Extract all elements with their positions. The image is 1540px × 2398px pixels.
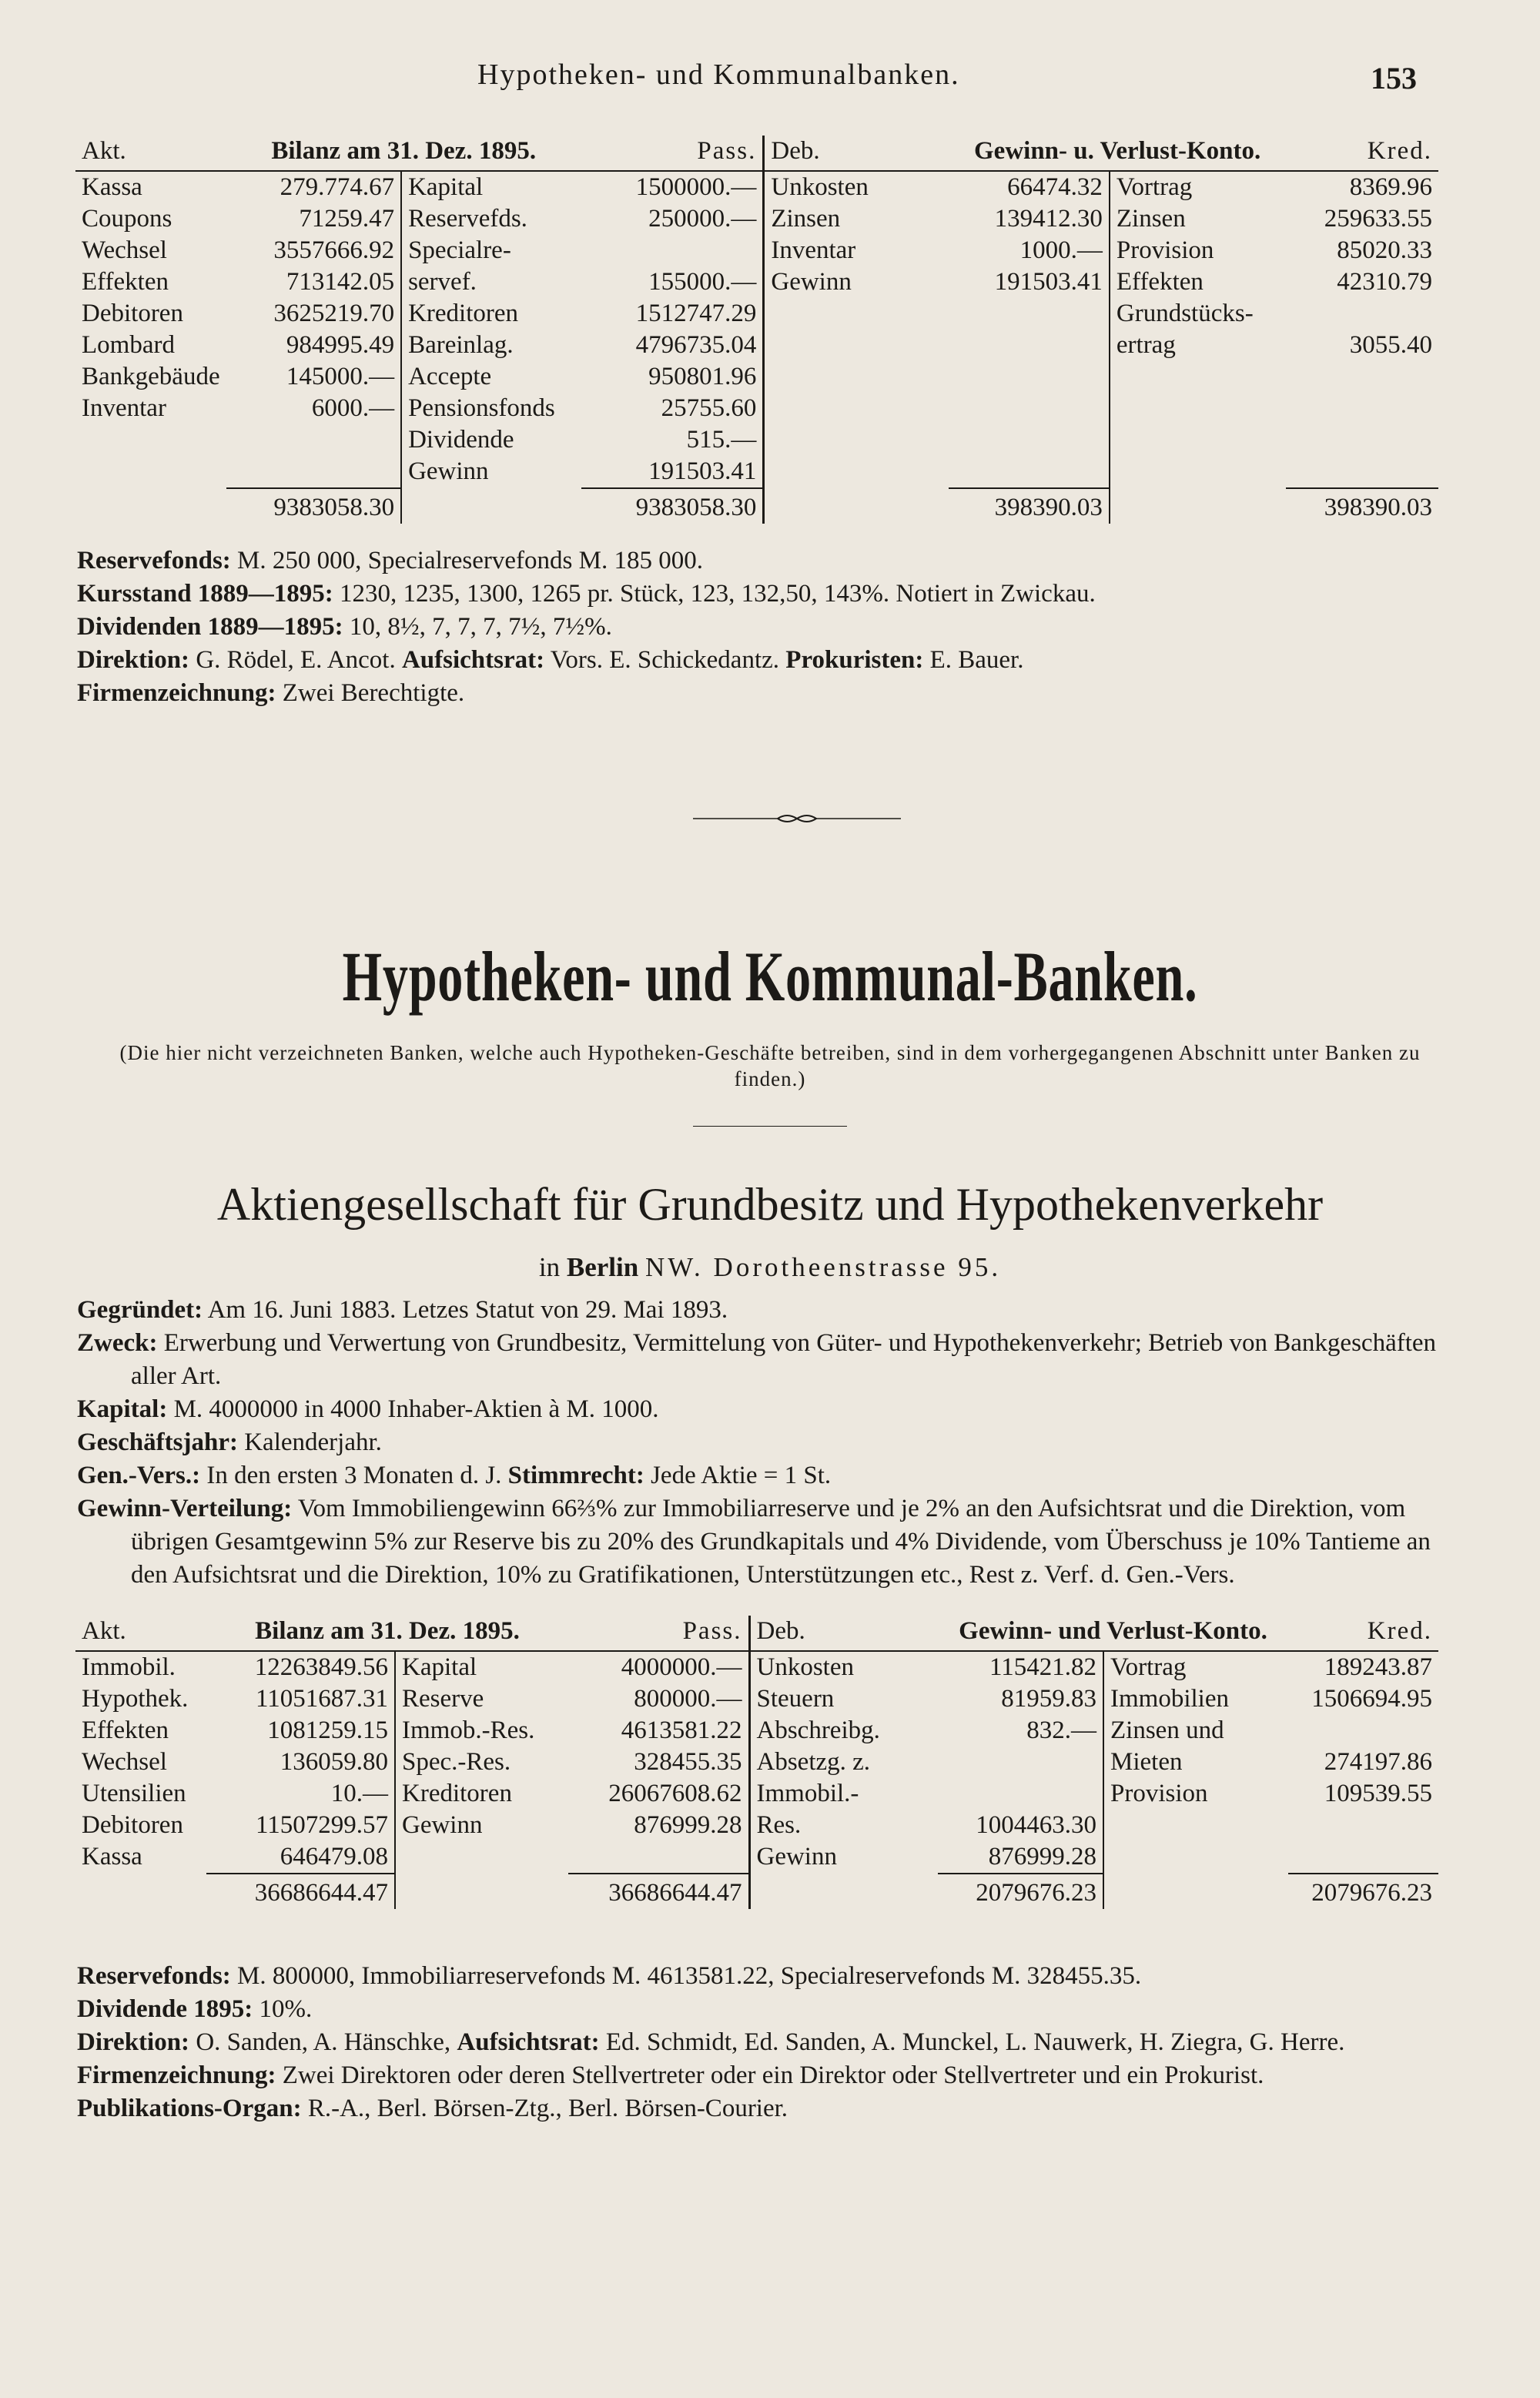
note-text: M. 250 000, Specialreservefonds M. 185 000. xyxy=(230,547,703,574)
amount-cell: 950801.96 xyxy=(648,363,757,390)
note-text: G. Rödel, E. Ancot. xyxy=(189,646,402,674)
amount-cell: 66474.32 xyxy=(1007,173,1103,201)
note-label: Dividenden 1889—1895: xyxy=(77,613,343,641)
account-cell: Kreditoren xyxy=(401,298,581,330)
guv-header: Gewinn- und Verlust-Konto. xyxy=(938,1616,1288,1651)
company-city: Berlin xyxy=(566,1252,639,1282)
account-cell: Zinsen xyxy=(1110,203,1286,235)
amount-cell: 85020.33 xyxy=(1337,236,1432,264)
table-header-row xyxy=(75,1616,1438,1651)
total-spacer xyxy=(1110,488,1286,524)
account-cell: Spec.-Res. xyxy=(395,1747,568,1778)
note-text: Erwerbung und Verwertung von Grundbesitz, Vermittelung von Güter- und Hypothekenverkehr; Betrieb von Bankgeschäften aller Art. xyxy=(131,1329,1437,1390)
amount-cell: 279.774.67 xyxy=(280,173,395,201)
page-number: 153 xyxy=(1371,61,1417,95)
account-cell xyxy=(75,424,226,456)
company-in: in xyxy=(538,1252,561,1282)
bilanz-header: Bilanz am 31. Dez. 1895. xyxy=(206,1616,568,1651)
note-text: Kalenderjahr. xyxy=(237,1428,382,1456)
amount-cell: 4000000.— xyxy=(621,1653,742,1681)
amount-cell: 832.— xyxy=(1026,1716,1096,1744)
amount-cell: 876999.28 xyxy=(634,1811,742,1839)
account-cell: Absetzg. z. xyxy=(749,1747,938,1778)
amount-cell: 10.— xyxy=(330,1780,388,1807)
table-row xyxy=(75,393,1438,424)
table-row xyxy=(75,171,1438,203)
account-cell: Pensionsfonds xyxy=(401,393,581,424)
amount-cell xyxy=(1286,393,1438,424)
total-amount: 2079676.23 xyxy=(1288,1874,1438,1909)
amount-cell xyxy=(1288,1841,1438,1874)
bottom-balance-table xyxy=(75,1616,1438,1909)
table-row xyxy=(75,1841,1438,1874)
account-cell: Immob.-Res. xyxy=(395,1715,568,1747)
table-header-row xyxy=(75,136,1438,171)
account-cell: Vortrag xyxy=(1110,171,1286,203)
account-cell: Kreditoren xyxy=(395,1778,568,1810)
account-cell: servef. xyxy=(401,266,581,298)
amount-cell xyxy=(949,330,1110,361)
account-cell xyxy=(764,361,949,393)
note-text: Jede Aktie = 1 St. xyxy=(644,1462,832,1489)
pass-header: Pass. xyxy=(568,1616,749,1651)
table-row xyxy=(75,361,1438,393)
note-label: Gen.-Vers.: xyxy=(77,1462,201,1489)
account-cell xyxy=(1103,1841,1288,1874)
note-label: Dividende 1895: xyxy=(77,1995,253,2023)
table-row xyxy=(75,1683,1438,1715)
amount-cell xyxy=(226,456,401,488)
amount-cell: 3055.40 xyxy=(1349,331,1432,359)
top-balance-table xyxy=(75,136,1438,524)
note-label: Firmenzeichnung: xyxy=(77,2061,276,2089)
short-rule xyxy=(693,1126,847,1127)
note-text: Ed. Schmidt, Ed. Sanden, A. Munckel, L. Nauwerk, H. Ziegra, G. Herre. xyxy=(599,2028,1345,2056)
account-cell: Res. xyxy=(749,1810,938,1841)
guv-header: Gewinn- u. Verlust-Konto. xyxy=(949,136,1286,171)
amount-cell: 71259.47 xyxy=(299,205,395,233)
note-paragraph xyxy=(77,644,1448,677)
amount-cell xyxy=(1286,361,1438,393)
table-row xyxy=(75,203,1438,235)
account-cell xyxy=(75,456,226,488)
account-cell: Zinsen xyxy=(764,203,949,235)
account-cell: Immobil. xyxy=(82,1653,176,1681)
account-cell: Hypothek. xyxy=(82,1685,189,1713)
account-cell: Unkosten xyxy=(749,1651,938,1683)
note-text: In den ersten 3 Monaten d. J. xyxy=(200,1462,508,1489)
amount-cell: 42310.79 xyxy=(1337,268,1432,296)
account-cell xyxy=(1110,361,1286,393)
amount-cell xyxy=(949,298,1110,330)
amount-cell: 145000.— xyxy=(286,363,395,390)
note-label: Gewinn-Verteilung: xyxy=(77,1495,293,1522)
note-paragraph xyxy=(77,2026,1448,2059)
amount-cell: 259633.55 xyxy=(1324,205,1432,233)
amount-cell: 250000.— xyxy=(648,205,757,233)
amount-cell: 713142.05 xyxy=(286,268,395,296)
amount-cell xyxy=(949,456,1110,488)
note-label: Aufsichtsrat: xyxy=(401,646,545,674)
account-cell: Inventar xyxy=(764,235,949,266)
amount-cell: 139412.30 xyxy=(994,205,1103,233)
note-text: 10, 8½, 7, 7, 7, 7½, 7½%. xyxy=(343,613,612,641)
amount-cell xyxy=(949,361,1110,393)
amount-cell xyxy=(226,424,401,456)
table-row xyxy=(75,456,1438,488)
table-row xyxy=(75,1651,1438,1683)
account-cell: Gewinn xyxy=(764,266,949,298)
account-cell: Kapital xyxy=(395,1651,568,1683)
amount-cell: 25755.60 xyxy=(661,394,757,422)
account-cell: Utensilien xyxy=(82,1780,186,1807)
amount-cell xyxy=(1286,456,1438,488)
top-notes xyxy=(77,544,1448,710)
note-text: Vom Immobiliengewinn 66⅔% zur Immobiliarreserve und je 2% an den Aufsichtsrat und die Direktion, vom übrigen Gesamtgewinn 5% zur Reserve bis zu 20% des Grundkapitals und 4% Dividende, vom Überschuss je 10% Tantieme an den Aufsichtsrat und die Direktion, 10% zu Gratifikationen, Unterstützungen etc., Rest z. Verf. d. Gen.-Vers. xyxy=(131,1495,1431,1589)
amount-cell: 4613581.22 xyxy=(621,1716,742,1744)
note-paragraph xyxy=(77,1327,1448,1393)
account-cell: ertrag xyxy=(1110,330,1286,361)
note-text: O. Sanden, A. Hänschke, xyxy=(189,2028,457,2056)
table-row xyxy=(75,1810,1438,1841)
amount-cell xyxy=(581,235,764,266)
total-amount: 398390.03 xyxy=(949,488,1110,524)
table-row xyxy=(75,1778,1438,1810)
amount-cell xyxy=(938,1778,1103,1810)
note-paragraph xyxy=(77,677,1448,710)
amount-cell: 3557666.92 xyxy=(273,236,395,264)
account-cell: Reservefds. xyxy=(401,203,581,235)
amount-cell: 646479.08 xyxy=(280,1843,388,1871)
amount-cell xyxy=(568,1841,749,1874)
amount-cell: 800000.— xyxy=(634,1685,742,1713)
company-name: Aktiengesellschaft für Grundbesitz und Hypothekenverkehr xyxy=(216,1179,1324,1230)
amount-cell: 1004463.30 xyxy=(976,1811,1096,1839)
bottom-notes xyxy=(77,1960,1448,2125)
kred-header: Kred. xyxy=(1288,1616,1438,1651)
amount-cell: 1500000.— xyxy=(635,173,757,201)
account-cell: Gewinn xyxy=(401,456,581,488)
total-spacer xyxy=(764,488,949,524)
account-cell: Vortrag xyxy=(1103,1651,1288,1683)
amount-cell xyxy=(938,1747,1103,1778)
note-label: Gegründet: xyxy=(77,1296,203,1324)
akt-header: Akt. xyxy=(75,136,226,171)
note-label: Direktion: xyxy=(77,2028,190,2056)
total-spacer xyxy=(395,1874,568,1909)
account-cell xyxy=(1103,1810,1288,1841)
total-amount: 2079676.23 xyxy=(938,1874,1103,1909)
amount-cell: 26067608.62 xyxy=(608,1780,742,1807)
note-text: E. Bauer. xyxy=(923,646,1024,674)
amount-cell: 191503.41 xyxy=(648,457,757,485)
note-paragraph xyxy=(77,578,1448,611)
total-spacer xyxy=(749,1874,938,1909)
note-label: Publikations-Organ: xyxy=(77,2095,302,2122)
totals-row xyxy=(75,488,1438,524)
account-cell: Wechsel xyxy=(82,1748,167,1776)
account-cell xyxy=(764,330,949,361)
note-text: R.-A., Berl. Börsen-Ztg., Berl. Börsen-Courier. xyxy=(301,2095,788,2122)
kred-header: Kred. xyxy=(1286,136,1438,171)
amount-cell: 328455.35 xyxy=(634,1748,742,1776)
note-text: M. 800000, Immobiliarreservefonds M. 4613581.22, Specialreservefonds M. 328455.35. xyxy=(230,1962,1142,1990)
amount-cell: 6000.— xyxy=(311,394,395,422)
total-amount: 9383058.30 xyxy=(226,488,401,524)
amount-cell: 12263849.56 xyxy=(254,1653,388,1681)
total-spacer xyxy=(1103,1874,1288,1909)
account-cell: Bareinlag. xyxy=(401,330,581,361)
note-paragraph xyxy=(77,1993,1448,2026)
amount-cell xyxy=(949,424,1110,456)
table-row xyxy=(75,1747,1438,1778)
table-row xyxy=(75,266,1438,298)
total-spacer xyxy=(401,488,581,524)
amount-cell: 4796735.04 xyxy=(635,331,757,359)
account-cell: Bankgebäude xyxy=(82,363,220,390)
amount-cell xyxy=(1288,1715,1438,1747)
amount-cell: 1000.— xyxy=(1019,236,1103,264)
note-label: Reservefonds: xyxy=(77,547,231,574)
account-cell: Reserve xyxy=(395,1683,568,1715)
total-spacer xyxy=(75,488,226,524)
account-cell: Kassa xyxy=(82,173,142,201)
account-cell xyxy=(764,393,949,424)
total-amount: 398390.03 xyxy=(1286,488,1438,524)
note-paragraph xyxy=(77,544,1448,578)
note-paragraph xyxy=(77,2059,1448,2092)
pass-header: Pass. xyxy=(581,136,764,171)
amount-cell: 81959.83 xyxy=(1001,1685,1096,1713)
amount-cell: 11507299.57 xyxy=(255,1811,388,1839)
note-text: Zwei Direktoren oder deren Stellvertreter oder ein Direktor oder Stellvertreter und ein Prokurist. xyxy=(276,2061,1264,2089)
table-row xyxy=(75,298,1438,330)
amount-cell: 3625219.70 xyxy=(273,300,395,327)
amount-cell: 8369.96 xyxy=(1349,173,1432,201)
note-label: Firmenzeichnung: xyxy=(77,679,276,707)
amount-cell xyxy=(1286,298,1438,330)
note-label: Kursstand 1889—1895: xyxy=(77,580,333,608)
table-row xyxy=(75,424,1438,456)
total-amount: 9383058.30 xyxy=(581,488,764,524)
account-cell: Provision xyxy=(1103,1778,1288,1810)
amount-cell: 1506694.95 xyxy=(1311,1685,1432,1713)
note-paragraph xyxy=(77,611,1448,644)
account-cell: Immobil.- xyxy=(749,1778,938,1810)
deb-header: Deb. xyxy=(764,136,949,171)
amount-cell: 1081259.15 xyxy=(267,1716,388,1744)
deb-header: Deb. xyxy=(749,1616,938,1651)
account-cell xyxy=(395,1841,568,1874)
note-paragraph xyxy=(77,1393,1448,1426)
bilanz-header: Bilanz am 31. Dez. 1895. xyxy=(226,136,581,171)
running-title: Hypotheken- und Kommunalbanken. xyxy=(477,59,960,91)
amount-cell: 274197.86 xyxy=(1324,1748,1432,1776)
amount-cell: 515.— xyxy=(686,426,757,454)
account-cell: Kapital xyxy=(401,171,581,203)
ornament-divider xyxy=(693,812,901,825)
amount-cell xyxy=(949,393,1110,424)
account-cell: Immobilien xyxy=(1103,1683,1288,1715)
account-cell: Zinsen und xyxy=(1103,1715,1288,1747)
amount-cell: 11051687.31 xyxy=(255,1685,388,1713)
account-cell: Unkosten xyxy=(764,171,949,203)
account-cell: Provision xyxy=(1110,235,1286,266)
account-cell xyxy=(764,456,949,488)
account-cell: Gewinn xyxy=(749,1841,938,1874)
note-paragraph xyxy=(77,1426,1448,1459)
account-cell: Specialre- xyxy=(401,235,581,266)
note-paragraph xyxy=(77,2092,1448,2125)
table-row xyxy=(75,1715,1438,1747)
total-amount: 36686644.47 xyxy=(206,1874,395,1909)
account-cell: Accepte xyxy=(401,361,581,393)
note-label: Aufsichtsrat: xyxy=(457,2028,600,2056)
account-cell: Mieten xyxy=(1103,1747,1288,1778)
account-cell: Effekten xyxy=(1110,266,1286,298)
note-paragraph xyxy=(77,1960,1448,1993)
note-label: Reservefonds: xyxy=(77,1962,231,1990)
amount-cell: 109539.55 xyxy=(1324,1780,1432,1807)
amount-cell: 191503.41 xyxy=(994,268,1103,296)
account-cell xyxy=(764,424,949,456)
akt-header: Akt. xyxy=(75,1616,206,1651)
table-row xyxy=(75,235,1438,266)
account-cell xyxy=(1110,393,1286,424)
amount-cell: 1512747.29 xyxy=(635,300,757,327)
note-label: Geschäftsjahr: xyxy=(77,1428,238,1456)
account-cell: Effekten xyxy=(82,1716,169,1744)
account-cell: Abschreibg. xyxy=(749,1715,938,1747)
note-text: M. 4000000 in 4000 Inhaber-Aktien à M. 1000. xyxy=(167,1395,659,1423)
note-paragraph xyxy=(77,1459,1448,1492)
account-cell: Inventar xyxy=(82,394,166,422)
account-cell: Wechsel xyxy=(82,236,167,264)
company-address: NW. Dorotheenstrasse 95. xyxy=(644,1252,1002,1282)
account-cell: Coupons xyxy=(82,205,172,233)
account-cell: Debitoren xyxy=(82,1811,183,1839)
company-location xyxy=(0,1252,1540,1283)
account-cell: Kassa xyxy=(82,1843,142,1871)
note-label: Direktion: xyxy=(77,646,190,674)
amount-cell: 115421.82 xyxy=(989,1653,1096,1681)
amount-cell xyxy=(1286,424,1438,456)
account-cell xyxy=(1110,424,1286,456)
section-note: (Die hier nicht verzeichneten Banken, welche auch Hypotheken-Geschäfte betreiben, sind in dem vorhergegangenen Abschnitt unter Banken zu finden.) xyxy=(119,1041,1421,1090)
amount-cell: 136059.80 xyxy=(280,1748,388,1776)
account-cell xyxy=(1110,456,1286,488)
amount-cell: 876999.28 xyxy=(988,1843,1096,1871)
note-label: Kapital: xyxy=(77,1395,168,1423)
account-cell: Grundstücks- xyxy=(1110,298,1286,330)
company-notes xyxy=(77,1294,1448,1592)
note-text: Zwei Berechtigte. xyxy=(276,679,465,707)
note-text: 1230, 1235, 1300, 1265 pr. Stück, 123, 132,50, 143%. Notiert in Zwickau. xyxy=(333,580,1096,608)
note-text: Am 16. Juni 1883. Letzes Statut von 29. Mai 1893. xyxy=(203,1296,728,1324)
amount-cell: 984995.49 xyxy=(286,331,395,359)
section-title: Hypotheken- und Kommunal-Banken. xyxy=(342,937,1198,1016)
note-paragraph xyxy=(77,1294,1448,1327)
note-label: Stimmrecht: xyxy=(507,1462,644,1489)
note-label: Zweck: xyxy=(77,1329,158,1357)
totals-row xyxy=(75,1874,1438,1909)
account-cell: Dividende xyxy=(401,424,581,456)
note-label: Prokuristen: xyxy=(785,646,924,674)
amount-cell: 155000.— xyxy=(648,268,757,296)
total-amount: 36686644.47 xyxy=(568,1874,749,1909)
account-cell: Effekten xyxy=(82,268,169,296)
table-row xyxy=(75,330,1438,361)
amount-cell: 189243.87 xyxy=(1324,1653,1432,1681)
note-text: Vors. E. Schickedantz. xyxy=(544,646,786,674)
account-cell: Debitoren xyxy=(82,300,183,327)
amount-cell xyxy=(1288,1810,1438,1841)
account-cell: Steuern xyxy=(749,1683,938,1715)
note-text: 10%. xyxy=(253,1995,313,2023)
account-cell: Lombard xyxy=(82,331,175,359)
total-spacer xyxy=(75,1874,206,1909)
note-paragraph xyxy=(77,1492,1448,1592)
account-cell: Gewinn xyxy=(395,1810,568,1841)
account-cell xyxy=(764,298,949,330)
